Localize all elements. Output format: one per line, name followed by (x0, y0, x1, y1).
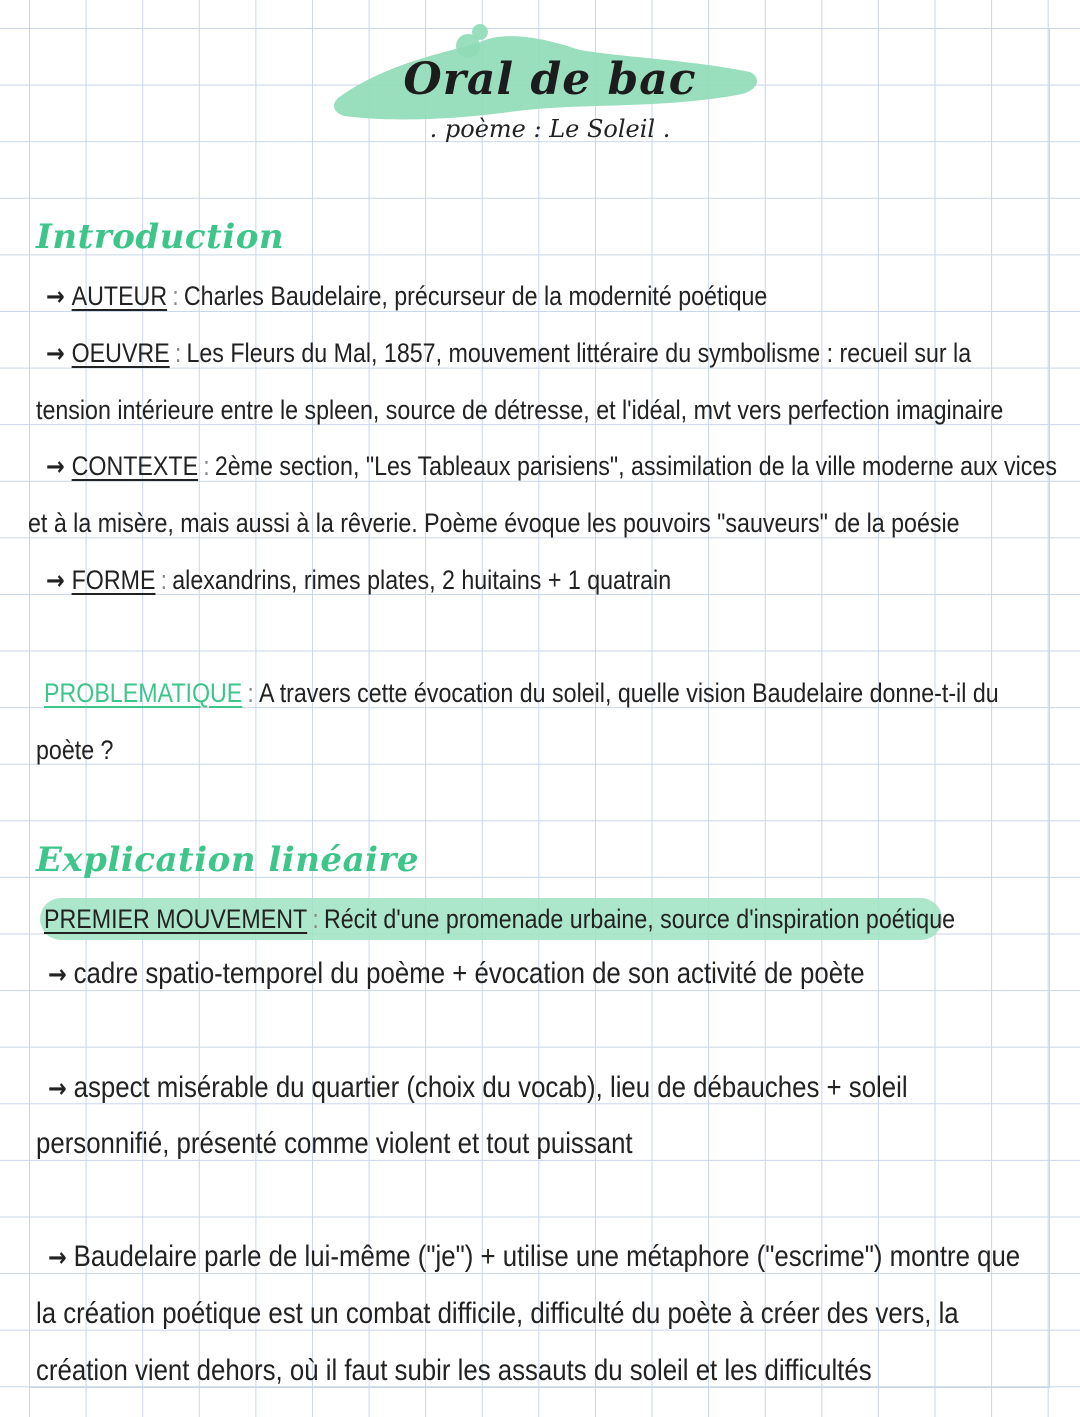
oeuvre-text-2: tension intérieure entre le spleen, source de détresse, et l'idéal, mvt vers perfection imaginaire (36, 395, 1004, 425)
page-title: Oral de bac (403, 54, 697, 105)
point-2-line-1 (48, 1072, 908, 1105)
contexte-label: CONTEXTE (71, 451, 199, 481)
problematique-label: PROBLEMATIQUE (44, 678, 243, 708)
arrow-right-icon: → (46, 452, 65, 482)
point-1-text: cadre spatio-temporel du poème + évocation de son activité de poète (73, 957, 865, 990)
title-block (330, 20, 770, 150)
arrow-right-icon: → (46, 566, 65, 596)
premier-mouvement-line: PREMIER MOUVEMENT : Récit d'une promenade urbaine, source d'inspiration poétique (44, 904, 956, 934)
problematique-text-2: poète ? (36, 735, 114, 765)
arrow-right-icon: → (46, 282, 65, 312)
point-2-text-1: aspect misérable du quartier (choix du vocab), lieu de débauches + soleil (73, 1071, 908, 1104)
arrow-right-icon: → (48, 960, 67, 990)
arrow-right-icon: → (48, 1074, 67, 1104)
point-3-text-1: Baudelaire parle de lui-même ("je") + utilise une métaphore ("escrime") montre que (73, 1240, 1021, 1273)
oeuvre-line-1: → OEUVRE : Les Fleurs du Mal, 1857, mouvement littéraire du symbolisme : recueil sur la (46, 338, 972, 369)
contexte-line-1: → CONTEXTE : 2ème section, "Les Tableaux parisiens", assimilation de la ville moderne aux vices (46, 451, 1057, 482)
point-3-line-1 (48, 1241, 1020, 1274)
page-subtitle: . poème : Le Soleil . (429, 115, 671, 143)
oeuvre-text-1: Les Fleurs du Mal, 1857, mouvement littéraire du symbolisme : recueil sur la (186, 338, 972, 368)
point-1-line-1 (48, 958, 865, 991)
forme-text: alexandrins, rimes plates, 2 huitains + 1 quatrain (172, 565, 672, 595)
point-3-text-2: la création poétique est un combat difficile, difficulté du poète à créer des vers, la (36, 1297, 959, 1330)
introduction-heading: Introduction (36, 217, 285, 257)
arrow-right-icon: → (48, 1243, 67, 1273)
problematique-text-1: A travers cette évocation du soleil, quelle vision Baudelaire donne-t-il du (259, 678, 999, 708)
explication-heading: Explication linéaire (36, 840, 420, 880)
auteur-line: → AUTEUR : Charles Baudelaire, précurseur de la modernité poétique (46, 281, 768, 312)
oeuvre-label: OEUVRE (71, 338, 170, 368)
auteur-text: Charles Baudelaire, précurseur de la modernité poétique (183, 281, 768, 311)
arrow-right-icon: → (46, 339, 65, 369)
forme-label: FORME (71, 565, 156, 595)
premier-mouvement-label: PREMIER MOUVEMENT (44, 904, 308, 934)
contexte-text-1: 2ème section, "Les Tableaux parisiens", assimilation de la ville moderne aux vices (214, 451, 1057, 481)
forme-line: → FORME : alexandrins, rimes plates, 2 huitains + 1 quatrain (46, 565, 672, 596)
point-2-text-2: personnifié, présenté comme violent et tout puissant (36, 1127, 633, 1160)
auteur-label: AUTEUR (71, 281, 168, 311)
problematique-line-1: PROBLEMATIQUE : A travers cette évocation du soleil, quelle vision Baudelaire donne-t-il du (44, 678, 999, 708)
point-3-text-3: création vient dehors, où il faut subir les assauts du soleil et les difficultés (36, 1354, 872, 1387)
premier-mouvement-text: Récit d'une promenade urbaine, source d'inspiration poétique (323, 904, 956, 934)
contexte-text-2: et à la misère, mais aussi à la rêverie. Poème évoque les pouvoirs "sauveurs" de la poésie (28, 508, 960, 538)
